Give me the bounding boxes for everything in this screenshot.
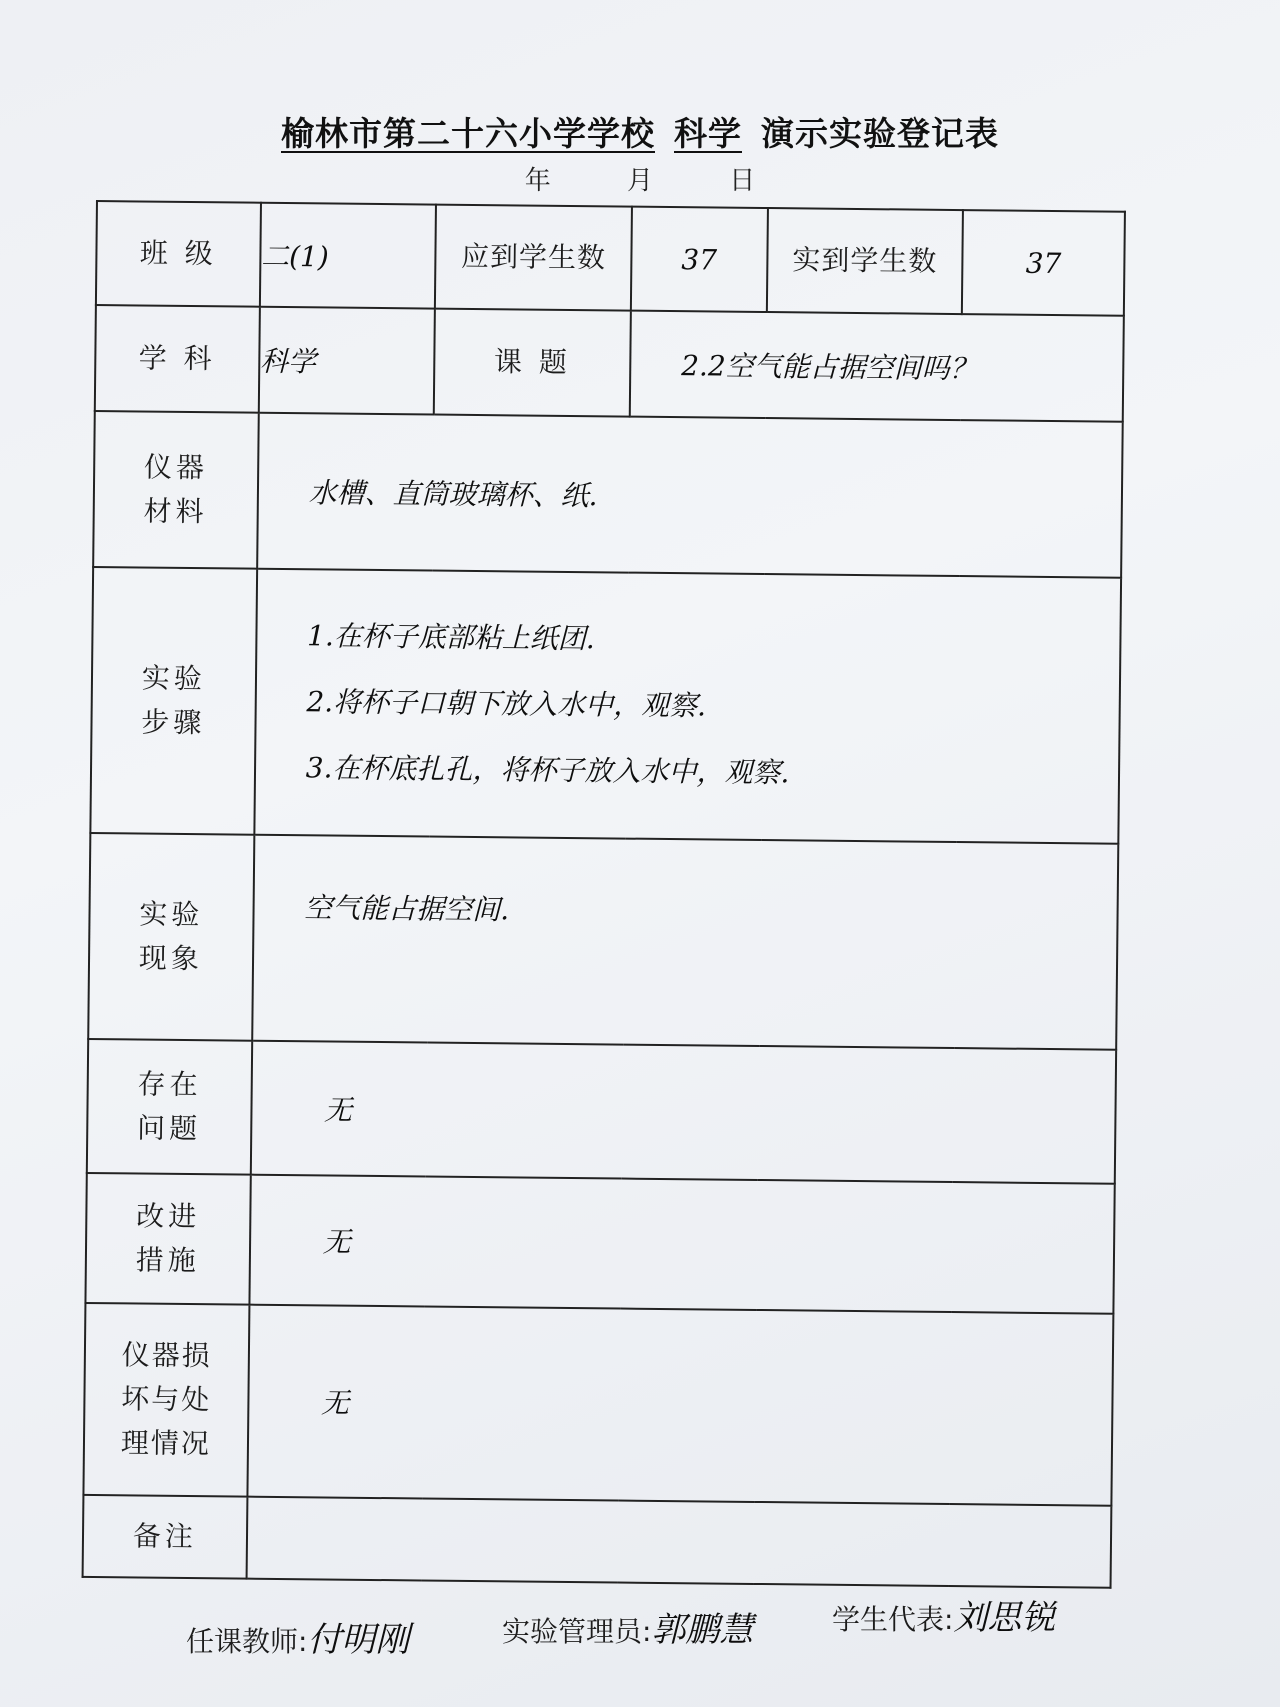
problems-value: 无	[250, 1041, 1116, 1184]
class-value: 二(1)	[260, 203, 437, 309]
remarks-value	[246, 1497, 1111, 1588]
steps-label-line: 步骤	[141, 705, 206, 740]
damage-label-line: 坏与处	[121, 1382, 212, 1417]
phenomenon-label-line: 实验	[139, 897, 204, 932]
phenomenon-value: 空气能占据空间.	[252, 835, 1118, 1050]
step-item: 2.将杯子口朝下放入水中，观察.	[306, 685, 707, 723]
date-month: 月	[626, 166, 653, 196]
steps-value	[254, 569, 1121, 844]
teacher-signature: 付明刚	[307, 1620, 410, 1660]
table-row	[83, 1495, 1112, 1588]
remarks-label: 备注	[83, 1495, 248, 1579]
student-signature: 刘思锐	[953, 1598, 1056, 1638]
topic-label: 课 题	[434, 309, 631, 417]
step-item: 3.在杯底扎孔，将杯子放入水中，观察.	[305, 751, 790, 790]
problems-label-line: 存在	[137, 1067, 202, 1102]
manager-label: 实验管理员:	[502, 1615, 652, 1648]
table-row	[96, 201, 1125, 316]
form-title	[0, 108, 1280, 155]
date-day: 日	[729, 166, 756, 196]
school-name: 榆林市第二十六小学学校	[281, 114, 655, 153]
registration-table	[82, 200, 1126, 1589]
actual-students-value: 37	[962, 210, 1125, 316]
problems-label	[87, 1039, 252, 1175]
manager-signature: 郭鹏慧	[651, 1610, 754, 1650]
phenomenon-label	[88, 833, 254, 1041]
manager-signature-block	[502, 1602, 753, 1651]
materials-label-line: 材料	[143, 494, 208, 529]
teacher-label: 任课教师:	[186, 1625, 308, 1658]
damage-label	[83, 1303, 249, 1497]
steps-label-line: 实验	[141, 661, 207, 696]
student-label: 学生代表:	[832, 1603, 954, 1636]
damage-label-line: 理情况	[120, 1426, 211, 1461]
improvement-label-line: 措施	[135, 1243, 200, 1278]
student-signature-block	[832, 1590, 1055, 1639]
expected-students-label: 应到学生数	[435, 205, 632, 311]
class-label: 班 级	[96, 201, 261, 307]
materials-value: 水槽、直筒玻璃杯、纸.	[257, 413, 1123, 578]
expected-students-value: 37	[631, 207, 768, 312]
materials-label-line: 仪器	[143, 450, 209, 485]
table-row	[85, 1173, 1114, 1314]
date-year: 年	[524, 166, 551, 196]
table-row	[88, 833, 1118, 1050]
phenomenon-label-line: 现象	[138, 941, 204, 976]
steps-label	[90, 567, 256, 835]
table-row	[95, 305, 1124, 422]
step-item: 1.在杯子底部粘上纸团.	[306, 619, 595, 656]
subject-value: 科学	[258, 307, 435, 415]
table-row	[90, 567, 1121, 844]
improvement-label	[85, 1173, 250, 1305]
table-row	[93, 411, 1123, 578]
damage-value: 无	[247, 1305, 1113, 1506]
topic-value: 2.2空气能占据空间吗？	[630, 311, 1124, 422]
teacher-signature-block	[186, 1612, 409, 1661]
improvement-value: 无	[249, 1175, 1115, 1314]
title-subject: 科学	[674, 114, 742, 153]
problems-label-line: 问题	[136, 1111, 202, 1146]
actual-students-label: 实到学生数	[767, 208, 964, 314]
table-row	[87, 1039, 1116, 1184]
damage-label-line: 仪器损	[121, 1338, 212, 1373]
improvement-label-line: 改进	[136, 1199, 201, 1234]
date-line	[0, 160, 1280, 197]
table-row	[83, 1303, 1113, 1506]
subject-label: 学 科	[95, 305, 260, 413]
materials-label	[93, 411, 258, 569]
form-name: 演示实验登记表	[761, 114, 999, 153]
